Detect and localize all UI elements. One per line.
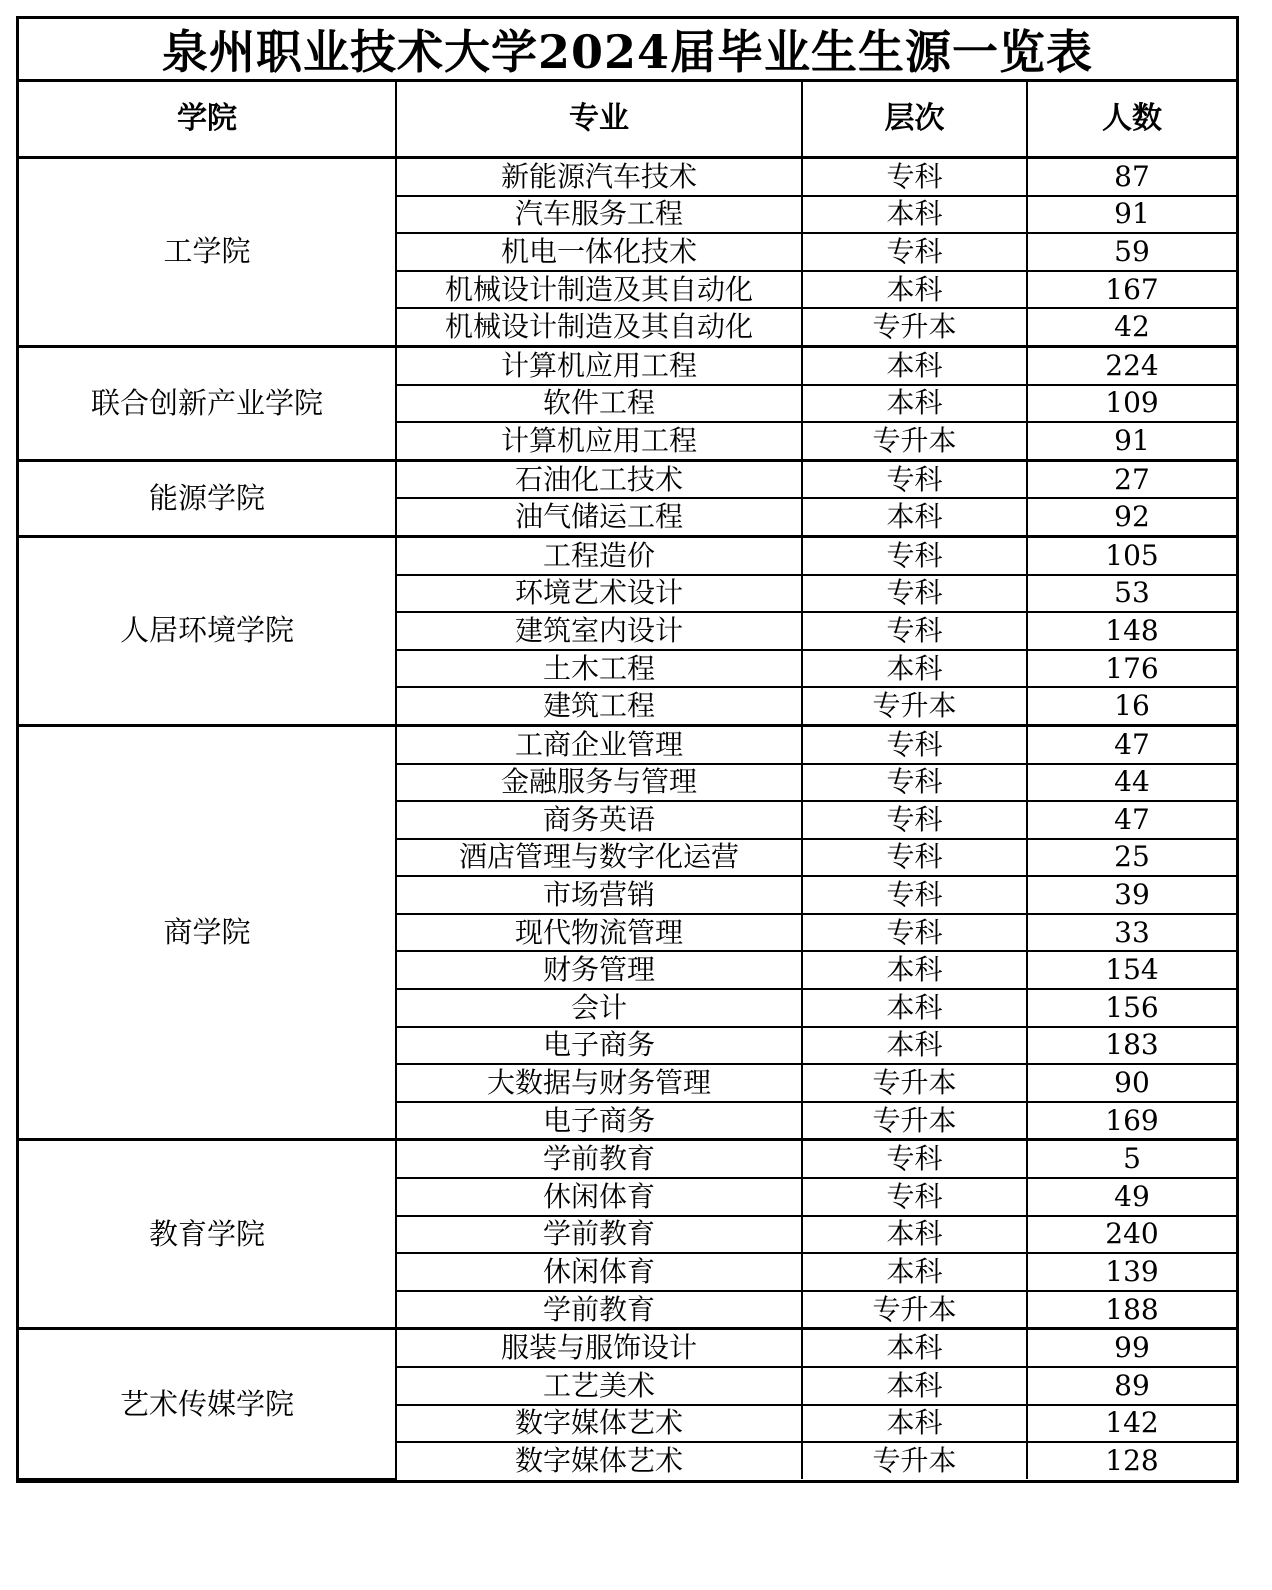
count-cell: 148 xyxy=(1027,612,1236,650)
level-cell: 本科 xyxy=(802,271,1027,309)
major-cell: 环境艺术设计 xyxy=(396,575,802,613)
count-cell: 176 xyxy=(1027,650,1236,688)
major-cell: 数字媒体艺术 xyxy=(396,1442,802,1479)
college-cell: 艺术传媒学院 xyxy=(19,1329,396,1479)
table-body xyxy=(19,158,1236,1479)
level-cell: 专科 xyxy=(802,1140,1027,1178)
level-cell: 专升本 xyxy=(802,1064,1027,1102)
count-cell: 91 xyxy=(1027,422,1236,460)
table-row xyxy=(19,1140,1236,1178)
count-cell: 109 xyxy=(1027,385,1236,423)
count-cell: 49 xyxy=(1027,1178,1236,1216)
level-cell: 专科 xyxy=(802,536,1027,574)
count-cell: 183 xyxy=(1027,1027,1236,1065)
roster-sheet xyxy=(16,16,1239,1483)
major-cell: 工商企业管理 xyxy=(396,725,802,763)
level-cell: 专升本 xyxy=(802,1102,1027,1140)
count-cell: 128 xyxy=(1027,1442,1236,1479)
major-cell: 工艺美术 xyxy=(396,1367,802,1405)
major-cell: 电子商务 xyxy=(396,1102,802,1140)
count-cell: 33 xyxy=(1027,914,1236,952)
major-cell: 软件工程 xyxy=(396,385,802,423)
college-cell: 教育学院 xyxy=(19,1140,396,1329)
level-cell: 专科 xyxy=(802,876,1027,914)
table-row xyxy=(19,346,1236,384)
college-cell: 能源学院 xyxy=(19,460,396,536)
level-cell: 专科 xyxy=(802,460,1027,498)
major-cell: 建筑工程 xyxy=(396,687,802,725)
count-cell: 90 xyxy=(1027,1064,1236,1102)
major-cell: 石油化工技术 xyxy=(396,460,802,498)
count-cell: 39 xyxy=(1027,876,1236,914)
level-cell: 专科 xyxy=(802,801,1027,839)
level-cell: 专升本 xyxy=(802,308,1027,346)
level-cell: 专科 xyxy=(802,725,1027,763)
count-cell: 25 xyxy=(1027,839,1236,877)
header-count: 人数 xyxy=(1027,82,1236,158)
count-cell: 16 xyxy=(1027,687,1236,725)
major-cell: 市场营销 xyxy=(396,876,802,914)
major-cell: 工程造价 xyxy=(396,536,802,574)
table-row xyxy=(19,536,1236,574)
college-cell: 联合创新产业学院 xyxy=(19,346,396,460)
count-cell: 27 xyxy=(1027,460,1236,498)
major-cell: 休闲体育 xyxy=(396,1178,802,1216)
level-cell: 本科 xyxy=(802,650,1027,688)
level-cell: 专科 xyxy=(802,839,1027,877)
major-cell: 学前教育 xyxy=(396,1140,802,1178)
count-cell: 188 xyxy=(1027,1291,1236,1329)
count-cell: 53 xyxy=(1027,575,1236,613)
level-cell: 本科 xyxy=(802,1027,1027,1065)
major-cell: 学前教育 xyxy=(396,1216,802,1254)
level-cell: 专升本 xyxy=(802,1442,1027,1479)
count-cell: 47 xyxy=(1027,725,1236,763)
header-row xyxy=(19,82,1236,158)
major-cell: 服装与服饰设计 xyxy=(396,1329,802,1367)
major-cell: 汽车服务工程 xyxy=(396,196,802,234)
count-cell: 89 xyxy=(1027,1367,1236,1405)
count-cell: 5 xyxy=(1027,1140,1236,1178)
count-cell: 92 xyxy=(1027,498,1236,536)
college-cell: 商学院 xyxy=(19,725,396,1140)
major-cell: 会计 xyxy=(396,989,802,1027)
major-cell: 计算机应用工程 xyxy=(396,422,802,460)
level-cell: 本科 xyxy=(802,1253,1027,1291)
major-cell: 数字媒体艺术 xyxy=(396,1405,802,1443)
level-cell: 本科 xyxy=(802,498,1027,536)
count-cell: 105 xyxy=(1027,536,1236,574)
count-cell: 142 xyxy=(1027,1405,1236,1443)
count-cell: 154 xyxy=(1027,951,1236,989)
count-cell: 87 xyxy=(1027,158,1236,196)
level-cell: 本科 xyxy=(802,1329,1027,1367)
level-cell: 专科 xyxy=(802,1178,1027,1216)
header-major: 专业 xyxy=(396,82,802,158)
level-cell: 专升本 xyxy=(802,422,1027,460)
major-cell: 新能源汽车技术 xyxy=(396,158,802,196)
count-cell: 47 xyxy=(1027,801,1236,839)
major-cell: 酒店管理与数字化运营 xyxy=(396,839,802,877)
major-cell: 现代物流管理 xyxy=(396,914,802,952)
major-cell: 商务英语 xyxy=(396,801,802,839)
count-cell: 99 xyxy=(1027,1329,1236,1367)
level-cell: 专科 xyxy=(802,914,1027,952)
college-cell: 工学院 xyxy=(19,158,396,347)
count-cell: 91 xyxy=(1027,196,1236,234)
level-cell: 专科 xyxy=(802,158,1027,196)
level-cell: 专升本 xyxy=(802,687,1027,725)
count-cell: 224 xyxy=(1027,346,1236,384)
count-cell: 167 xyxy=(1027,271,1236,309)
college-cell: 人居环境学院 xyxy=(19,536,396,725)
header-college: 学院 xyxy=(19,82,396,158)
major-cell: 财务管理 xyxy=(396,951,802,989)
level-cell: 专科 xyxy=(802,764,1027,802)
table-row xyxy=(19,1329,1236,1367)
major-cell: 油气储运工程 xyxy=(396,498,802,536)
level-cell: 专升本 xyxy=(802,1291,1027,1329)
level-cell: 本科 xyxy=(802,1367,1027,1405)
level-cell: 本科 xyxy=(802,1405,1027,1443)
level-cell: 本科 xyxy=(802,1216,1027,1254)
table-row xyxy=(19,158,1236,196)
major-cell: 建筑室内设计 xyxy=(396,612,802,650)
major-cell: 机械设计制造及其自动化 xyxy=(396,271,802,309)
major-cell: 机械设计制造及其自动化 xyxy=(396,308,802,346)
level-cell: 本科 xyxy=(802,385,1027,423)
count-cell: 59 xyxy=(1027,233,1236,271)
count-cell: 169 xyxy=(1027,1102,1236,1140)
table-row xyxy=(19,460,1236,498)
count-cell: 139 xyxy=(1027,1253,1236,1291)
major-cell: 电子商务 xyxy=(396,1027,802,1065)
count-cell: 42 xyxy=(1027,308,1236,346)
table-row xyxy=(19,725,1236,763)
level-cell: 本科 xyxy=(802,196,1027,234)
level-cell: 本科 xyxy=(802,951,1027,989)
level-cell: 专科 xyxy=(802,575,1027,613)
page-title: 泉州职业技术大学2024届毕业生生源一览表 xyxy=(19,19,1236,82)
major-cell: 学前教育 xyxy=(396,1291,802,1329)
major-cell: 计算机应用工程 xyxy=(396,346,802,384)
header-level: 层次 xyxy=(802,82,1027,158)
level-cell: 本科 xyxy=(802,346,1027,384)
major-cell: 金融服务与管理 xyxy=(396,764,802,802)
count-cell: 156 xyxy=(1027,989,1236,1027)
major-cell: 大数据与财务管理 xyxy=(396,1064,802,1102)
level-cell: 本科 xyxy=(802,989,1027,1027)
level-cell: 专科 xyxy=(802,233,1027,271)
major-cell: 休闲体育 xyxy=(396,1253,802,1291)
graduates-table xyxy=(19,82,1236,1480)
count-cell: 44 xyxy=(1027,764,1236,802)
count-cell: 240 xyxy=(1027,1216,1236,1254)
major-cell: 机电一体化技术 xyxy=(396,233,802,271)
major-cell: 土木工程 xyxy=(396,650,802,688)
level-cell: 专科 xyxy=(802,612,1027,650)
